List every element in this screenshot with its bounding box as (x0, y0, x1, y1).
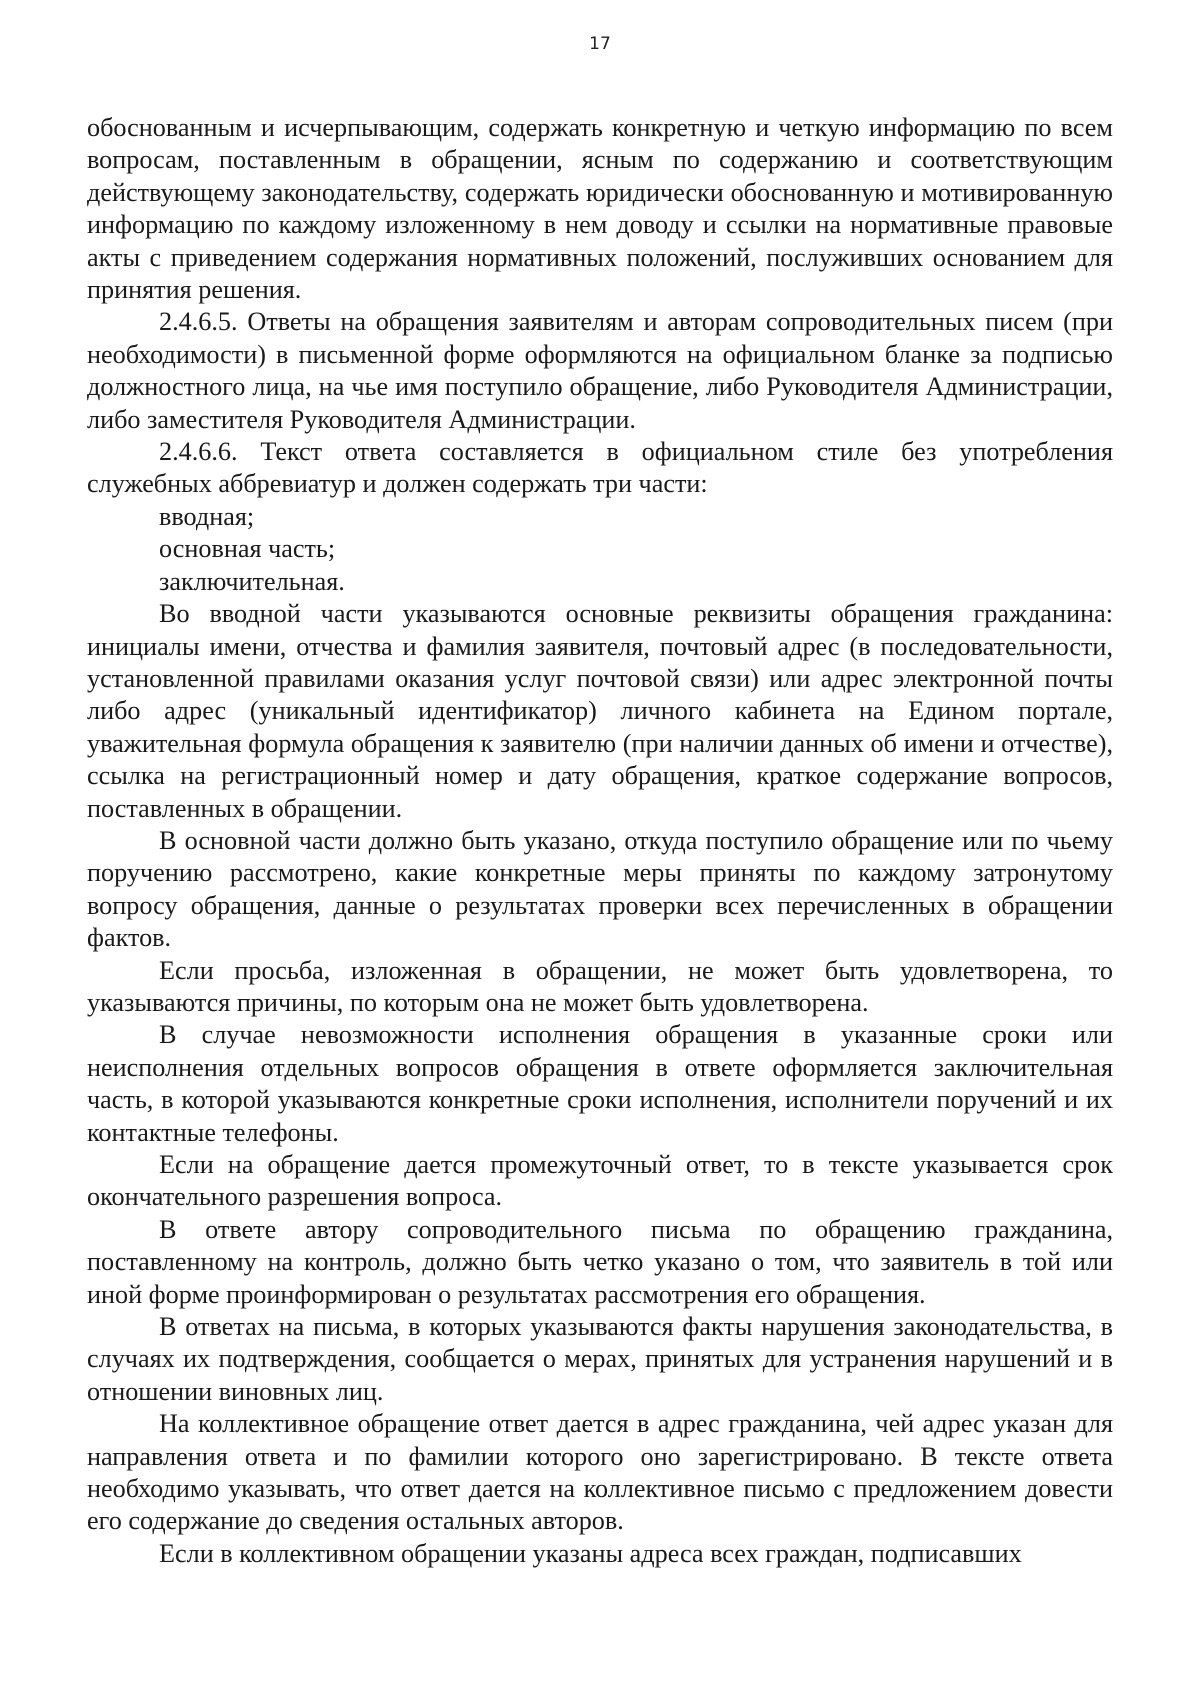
page-number: 17 (589, 34, 611, 54)
paragraph-continuation: обоснованным и исчерпывающим, содержать конкретную и четкую информацию по всем вопросам, поставленным в обращении, ясным по содержанию и соответствующим действующему законодательству, содержать юридически обоснованную и мотивированную информацию по каждому изложенному в нем доводу и ссылки на нормативные правовые акты с приведением содержания нормативных положений, послуживших основанием для принятия решения. (87, 113, 1113, 305)
paragraph-2-4-6-5: 2.4.6.5. Ответы на обращения заявителям и авторам сопроводительных писем (при необходимости) в письменной форме оформляются на официальном бланке за подписью должностного лица, на чье имя поступило обращение, либо Руководителя Администрации, либо заместителя Руководителя Администрации. (87, 307, 1113, 434)
paragraph-intro-part: Во вводной части указываются основные реквизиты обращения гражданина: инициалы имени, отчества и фамилия заявителя, почтовый адрес (в последовательности, установленной правилами оказания услуг почтовой связи) или адрес электронной почты либо адрес (уникальный идентификатор) личного кабинета на Едином портале, уважительная формула обращения к заявителю (при наличии данных об имени и отчестве), ссылка на регистрационный номер и дату обращения, краткое содержание вопросов, поставленных в обращении. (87, 599, 1113, 823)
paragraph-impossibility: В случае невозможности исполнения обращения в указанные сроки или неисполнения отдельных вопросов обращения в ответе оформляется заключительная часть, в которой указываются конкретные сроки исполнения, исполнители поручений и их контактные телефоны. (87, 1020, 1113, 1147)
paragraph-collective-addresses: Если в коллективном обращении указаны адреса всех граждан, подписавших (159, 1538, 1022, 1568)
paragraph-collective-appeal: На коллективное обращение ответ дается в адрес гражданина, чей адрес указан для направления ответа и по фамилии которого оно зарегистрировано. В тексте ответа необходимо указывать, что ответ дается на коллективное письмо с предложением довести его содержание до сведения остальных авторов. (87, 1409, 1113, 1536)
list-item-intro: вводная; (159, 501, 255, 531)
document-body (87, 112, 1113, 1570)
paragraph-main-part: В основной части должно быть указано, откуда поступило обращение или по чьему поручению рассмотрено, какие конкретные меры приняты по каждому затронутому вопросу обращения, данные о результатах проверки всех перечисленных в обращении фактов. (87, 825, 1113, 953)
paragraph-violations: В ответах на письма, в которых указываются факты нарушения законодательства, в случаях их подтверждения, сообщается о мерах, принятых для устранения нарушений и в отношении виновных лиц. (87, 1312, 1113, 1406)
list-item-conclusion: заключительная. (159, 566, 345, 596)
paragraph-2-4-6-6: 2.4.6.6. Текст ответа составляется в официальном стиле без употребления служебных аббревиатур и должен содержать три части: (87, 437, 1113, 499)
list-item-main: основная часть; (159, 534, 336, 564)
paragraph-request-denied: Если просьба, изложенная в обращении, не может быть удовлетворена, то указываются причины, по которым она не может быть удовлетворена. (87, 955, 1113, 1017)
paragraph-interim-answer: Если на обращение дается промежуточный ответ, то в тексте указывается срок окончательного разрешения вопроса. (87, 1150, 1113, 1212)
paragraph-cover-letter: В ответе автору сопроводительного письма по обращению гражданина, поставленному на контроль, должно быть четко указано о том, что заявитель в той или иной форме проинформирован о результатах рассмотрения его обращения. (87, 1214, 1113, 1309)
